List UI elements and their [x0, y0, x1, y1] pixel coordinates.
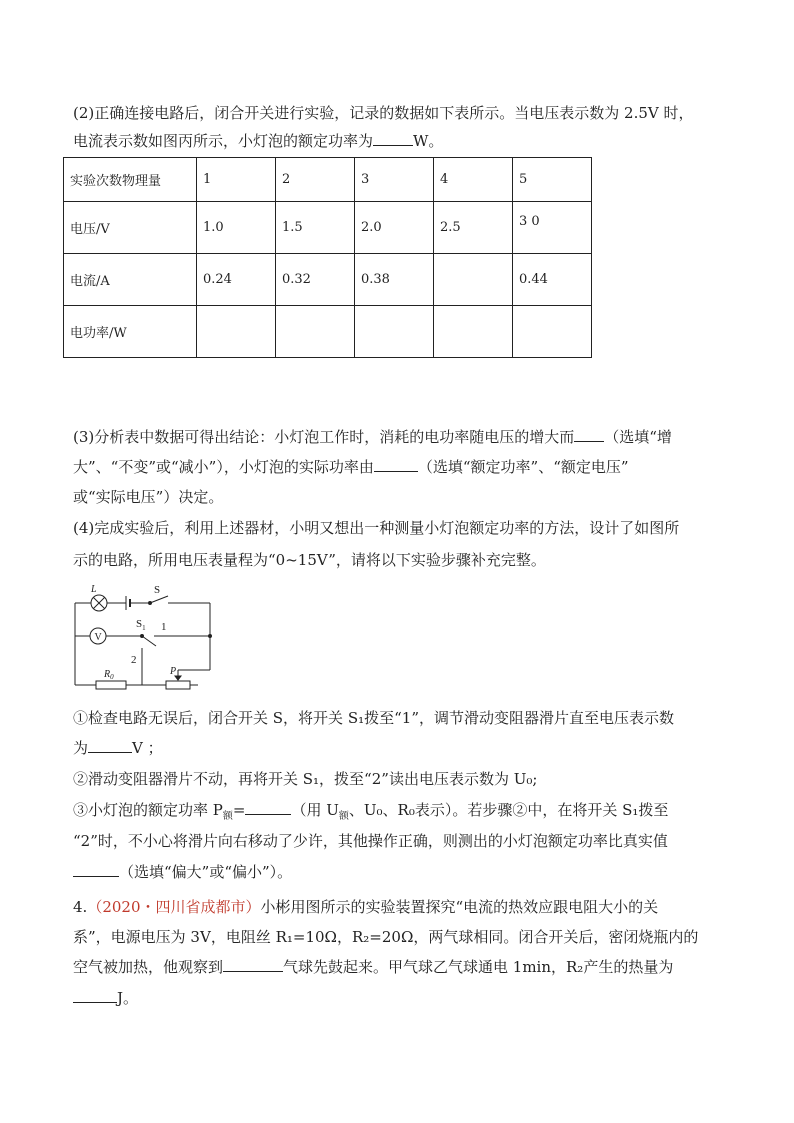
answer-blank-bias[interactable] [73, 862, 119, 877]
table-row-label: 电功率/W [64, 306, 197, 358]
voltmeter-label: V [94, 632, 102, 643]
table-cell: 3 0 [513, 202, 592, 254]
step1-line2 [73, 738, 163, 758]
table-row [64, 254, 592, 306]
resistor-r0-label: $R_0$ [104, 669, 114, 681]
table-cell: 1.5 [276, 202, 355, 254]
table-cell-empty[interactable] [355, 306, 434, 358]
q5-line1-text: 小彬用图所示的实验装置探究“电流的热效应跟电阻大小的关 [260, 898, 659, 916]
contact-1-label: 1 [161, 621, 167, 633]
table-header-row [64, 158, 592, 202]
rheostat-slider[interactable] [175, 636, 210, 680]
table-cell: 0.38 [355, 254, 434, 306]
q3-line3: 或“实际电压”）决定。 [73, 488, 224, 506]
table-header-cell: 5 [513, 158, 592, 202]
q5-line4-unit: J。 [117, 989, 139, 1007]
q5-line2: 系”，电源电压为 3V，电阻丝 R₁=10Ω，R₂=20Ω，两气球相同。闭合开关后，密闭烧瓶内的 [73, 928, 699, 946]
q4-line2: 示的电路，所用电压表量程为“0~15V”，请将以下实验步骤补充完整。 [73, 551, 546, 569]
step3-p-subscript: 额 [222, 811, 233, 822]
step3-line3-text: （选填“偏大”或“偏小”）。 [119, 863, 293, 881]
table-cell: 0.32 [276, 254, 355, 306]
battery-symbol [126, 596, 130, 610]
step1-line2-unit: V ； [132, 739, 163, 757]
table-cell: 2.5 [434, 202, 513, 254]
step3-line1-rest: 、U₀、R₀表示）。若步骤②中，在将开关 S₁拨至 [348, 801, 669, 819]
table-header-cell: 4 [434, 158, 513, 202]
rheostat-symbol [166, 681, 190, 689]
table-row-label: 电流/A [64, 254, 197, 306]
resistor-r0-symbol [96, 681, 126, 689]
step3-u-subscript: 额 [338, 811, 349, 822]
question-source: （2020・四川省成都市） [87, 898, 261, 916]
circuit-diagram [70, 583, 220, 691]
q5-line3 [73, 957, 673, 977]
q5-line1 [73, 897, 658, 917]
step3-line1-hint: （用 U [291, 801, 339, 819]
answer-blank-heat[interactable] [73, 988, 117, 1003]
q4-line1: (4)完成实验后，利用上述器材，小明又想出一种测量小灯泡额定功率的方法，设计了如图所 [73, 519, 680, 537]
table-cell-empty[interactable] [197, 306, 276, 358]
question-number: 4. [73, 898, 88, 916]
q2-line2-unit: W。 [413, 132, 444, 150]
data-table [63, 157, 592, 358]
q3-line2 [73, 457, 629, 477]
switch-s1-label: $S_1$ [136, 618, 146, 632]
step1-line1: ①检查电路无误后，闭合开关 S，将开关 S₁拨至“1”，调节滑动变阻器滑片直至电压表示数 [73, 709, 674, 727]
step3-line2: “2”时，不小心将滑片向右移动了少许，其他操作正确，则测出的小灯泡额定功率比真实值 [73, 832, 668, 850]
table-header-cell: 1 [197, 158, 276, 202]
q3-line1-hint: （选填“增 [604, 428, 672, 446]
q3-line1 [73, 427, 672, 447]
table-row [64, 306, 592, 358]
lamp-symbol [91, 595, 107, 611]
switch-s-symbol [149, 596, 169, 605]
switch-s1-blade [142, 636, 156, 646]
q3-line2-hint: （选填“额定功率”、“额定电压” [417, 458, 629, 476]
answer-blank-power-formula[interactable] [245, 800, 291, 815]
table-cell-empty[interactable] [434, 306, 513, 358]
table-header-cell: 实验次数物理量 [64, 158, 197, 202]
contact-2-label: 2 [131, 654, 137, 666]
table-cell-empty[interactable] [434, 254, 513, 306]
table-header-cell: 2 [276, 158, 355, 202]
q5-line3-text: 空气被加热，他观察到 [73, 958, 224, 976]
step3-line3 [73, 862, 292, 882]
table-cell: 0.24 [197, 254, 276, 306]
rheostat-label: P [170, 666, 177, 677]
q3-line2-text: 大”、“不变”或“减小”），小灯泡的实际功率由 [73, 458, 374, 476]
answer-blank-trend[interactable] [574, 427, 604, 442]
table-row-label: 电压/V [64, 202, 197, 254]
table-cell: 1.0 [197, 202, 276, 254]
q2-line1: (2)正确连接电路后，闭合开关进行实验，记录的数据如下表所示。当电压表示数为 2.5V 时， [73, 104, 694, 122]
step1-line2-prefix: 为 [73, 739, 89, 757]
table-row [64, 202, 592, 254]
table-cell-empty[interactable] [513, 306, 592, 358]
switch-s-label: S [154, 584, 161, 596]
lamp-label: L [91, 584, 97, 595]
step3-equals: = [232, 801, 246, 819]
q5-line4 [73, 988, 138, 1008]
q2-line2 [73, 131, 443, 151]
table-cell-empty[interactable] [276, 306, 355, 358]
answer-blank-rated-power[interactable] [373, 131, 413, 146]
table-cell: 2.0 [355, 202, 434, 254]
q3-line1-text: (3)分析表中数据可得出结论：小灯泡工作时，消耗的电功率随电压的增大而 [73, 428, 575, 446]
answer-blank-balloon[interactable] [223, 957, 283, 972]
step2-line: ②滑动变阻器滑片不动，再将开关 S₁，拨至“2”读出电压表示数为 U₀; [73, 770, 538, 788]
step3-line1 [73, 800, 668, 827]
answer-blank-determinant[interactable] [374, 457, 418, 472]
answer-blank-voltage[interactable] [88, 738, 132, 753]
table-cell: 0.44 [513, 254, 592, 306]
table-header-cell: 3 [355, 158, 434, 202]
q2-line2-text: 电流表示数如图丙所示，小灯泡的额定功率为 [73, 132, 374, 150]
q5-line3-rest: 气球先鼓起来。甲气球乙气球通电 1min，R₂产生的热量为 [283, 958, 674, 976]
step3-line1-text: ③小灯泡的额定功率 P [73, 801, 223, 819]
